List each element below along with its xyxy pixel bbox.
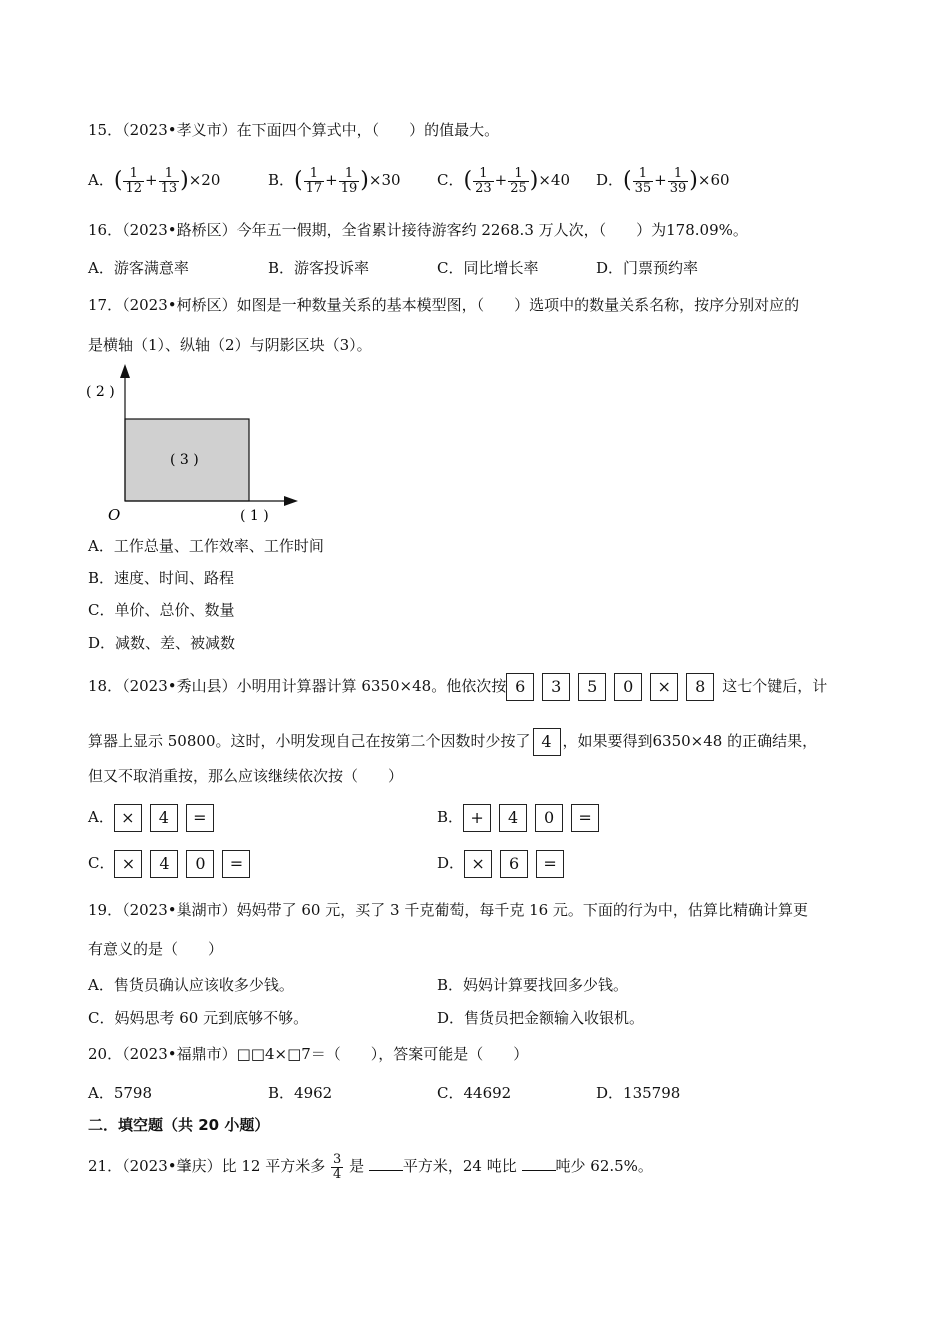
multiplier: ×20	[188, 171, 221, 189]
q16-option-a: A．游客满意率	[88, 259, 189, 277]
q18-sequence-key: 8	[686, 673, 714, 701]
q21-blank-2[interactable]	[522, 1156, 556, 1171]
q15-option-d	[596, 160, 730, 201]
multiplier: ×40	[538, 171, 570, 189]
q20-option-d: D．135798	[596, 1084, 681, 1102]
numerator: 1	[339, 167, 360, 182]
denominator: 17	[305, 180, 323, 196]
q21-fraction-denominator: 4	[333, 1166, 342, 1182]
q16-option-d: D．门票预约率	[596, 259, 699, 277]
denominator: 25	[510, 180, 527, 196]
q18-option-c-key: 0	[186, 850, 214, 878]
q18-option-d-key: =	[536, 850, 564, 878]
fraction	[159, 167, 180, 196]
q17-option-a: A．工作总量、工作效率、工作时间	[88, 537, 324, 555]
numerator: 1	[473, 167, 494, 182]
denominator: 23	[475, 180, 492, 196]
q18-stem2-text-b: ，如果要得到6350×48 的正确结果，	[562, 732, 818, 750]
q18-option-d-key: 6	[500, 850, 528, 878]
q17-stem-line2: 是横轴（1）、纵轴（2）与阴影区块（3）。	[88, 336, 372, 354]
q17-area-label: ( 3 )	[170, 452, 199, 468]
q17-option-b: B．速度、时间、路程	[88, 569, 235, 587]
section-2-heading: 二．填空题（共 20 小题）	[88, 1116, 270, 1134]
q21-fraction-numerator: 3	[333, 1151, 342, 1167]
q21-fraction	[331, 1153, 343, 1182]
numerator: 1	[633, 167, 654, 182]
q18-stem-text-a: 18．（2023•秀山县）小明用计算器计算 6350×48。他依次按	[88, 677, 507, 695]
q18-stem2-text-a: 算器上显示 50800。这时，小明发现自己在按第二个因数时少按了	[88, 732, 531, 750]
q15-option-label: C．	[437, 171, 464, 189]
q18-option-b-key: 4	[499, 804, 527, 832]
fraction	[508, 167, 529, 196]
q19-option-a: A．售货员确认应该收多少钱。	[88, 976, 294, 994]
q21-stem	[88, 1148, 653, 1184]
q19-option-b: B．妈妈计算要找回多少钱。	[437, 976, 629, 994]
multiplier: ×60	[697, 171, 730, 189]
numerator: 1	[668, 167, 689, 182]
q19-option-d: D．售货员把金额输入收银机。	[437, 1009, 645, 1027]
q18-option-c-key: ×	[114, 850, 142, 878]
fraction	[123, 167, 144, 196]
q19-stem-line2: 有意义的是（ ）	[88, 940, 224, 958]
plus-sign: +	[325, 171, 338, 189]
q18-option-d	[437, 848, 572, 878]
fraction	[633, 167, 654, 196]
q16-option-b: B．游客投诉率	[268, 259, 370, 277]
fraction	[304, 167, 325, 196]
q18-sequence-key: 6	[506, 673, 534, 701]
q18-option-c	[88, 848, 258, 878]
open-paren: (	[113, 168, 123, 193]
q17-option-d: D．减数、差、被减数	[88, 634, 236, 652]
q21-text-d: 吨少 62.5%。	[555, 1157, 653, 1175]
q18-option-a-key: ×	[114, 804, 142, 832]
q15-option-a	[88, 160, 220, 201]
fraction	[668, 167, 689, 196]
fraction	[473, 167, 494, 196]
q17-origin-label: O	[108, 506, 121, 524]
q18-option-c-label: C．	[88, 854, 115, 872]
q15-option-label: B．	[268, 171, 295, 189]
q18-sequence-key: 3	[542, 673, 570, 701]
q20-option-a: A．5798	[88, 1084, 153, 1102]
q18-sequence-key: 5	[578, 673, 606, 701]
q18-option-d-label: D．	[437, 854, 465, 872]
q18-option-b	[437, 802, 607, 832]
q18-option-b-label: B．	[437, 808, 464, 826]
q18-option-a	[88, 802, 222, 832]
q18-option-b-key: 0	[535, 804, 563, 832]
q15-option-label: D．	[596, 171, 624, 189]
q19-option-c: C．妈妈思考 60 元到底够不够。	[88, 1009, 309, 1027]
q15-option-label: A．	[88, 171, 114, 189]
q18-option-c-key: =	[222, 850, 250, 878]
q18-option-b-key: +	[463, 804, 491, 832]
close-paren: )	[689, 168, 698, 193]
q21-blank-1[interactable]	[369, 1156, 403, 1171]
denominator: 39	[669, 180, 687, 196]
q18-stem-line1	[88, 670, 827, 702]
q18-option-a-key: 4	[150, 804, 178, 832]
denominator: 12	[125, 180, 142, 196]
numerator: 1	[304, 167, 325, 182]
q15-option-c	[437, 160, 570, 201]
numerator: 1	[159, 167, 180, 182]
open-paren: (	[294, 168, 303, 193]
q20-option-c: C．44692	[437, 1084, 512, 1102]
denominator: 13	[160, 180, 178, 196]
numerator: 1	[508, 167, 529, 182]
q18-option-b-key: =	[571, 804, 599, 832]
q20-option-b: B．4962	[268, 1084, 333, 1102]
q18-sequence-key: 0	[614, 673, 642, 701]
open-paren: (	[623, 168, 632, 193]
q18-key-sequence	[506, 677, 722, 695]
q18-stem-line3: 但又不取消重按，那么应该继续依次按（ ）	[88, 767, 404, 785]
q15-option-b	[268, 160, 401, 201]
q18-stem-line2	[88, 725, 817, 757]
fraction	[339, 167, 360, 196]
multiplier: ×30	[368, 171, 401, 189]
plus-sign: +	[144, 171, 158, 189]
q21-text-c: 平方米，24 吨比	[402, 1157, 517, 1175]
q18-option-d-key: ×	[464, 850, 492, 878]
q18-option-c-key: 4	[150, 850, 178, 878]
plus-sign: +	[494, 171, 508, 189]
numerator: 1	[123, 167, 144, 182]
q21-text-b: 是	[349, 1157, 365, 1175]
q18-sequence-key: ×	[650, 673, 678, 701]
denominator: 19	[340, 180, 358, 196]
q21-text-a: 21．（2023•肇庆）比 12 平方米多	[88, 1157, 326, 1175]
q17-y-arrow	[120, 364, 130, 378]
close-paren: )	[529, 168, 539, 193]
q17-stem-line1: 17．（2023•柯桥区）如图是一种数量关系的基本模型图，（ ）选项中的数量关系名称，按序分别对应的	[88, 296, 800, 314]
plus-sign: +	[654, 171, 667, 189]
close-paren: )	[180, 168, 189, 193]
q20-stem: 20．（2023•福鼎市）□□4×□7＝（ ），答案可能是（ ）	[88, 1045, 529, 1063]
q16-option-c: C．同比增长率	[437, 259, 539, 277]
q16-stem: 16．（2023•路桥区）今年五一假期，全省累计接待游客约 2268.3 万人次，（ ）为178.09%。	[88, 221, 748, 239]
q18-stem-text-b: 这七个键后，计	[722, 677, 828, 695]
q17-figure	[80, 362, 310, 528]
q18-missed-key: 4	[533, 728, 561, 756]
q17-y-label: ( 2 )	[86, 384, 115, 400]
q18-option-a-key: =	[186, 804, 214, 832]
q18-option-a-label: A．	[88, 808, 114, 826]
q17-x-arrow	[284, 496, 298, 506]
q15-stem: 15．（2023•孝义市）在下面四个算式中，（ ）的值最大。	[88, 121, 500, 139]
q17-x-label: ( 1 )	[240, 508, 269, 524]
q19-stem-line1: 19．（2023•巢湖市）妈妈带了 60 元，买了 3 千克葡萄，每千克 16 元。下面的行为中，估算比精确计算更	[88, 901, 808, 919]
close-paren: )	[360, 168, 369, 193]
denominator: 35	[634, 180, 652, 196]
open-paren: (	[463, 168, 473, 193]
q17-option-c: C．单价、总价、数量	[88, 601, 235, 619]
